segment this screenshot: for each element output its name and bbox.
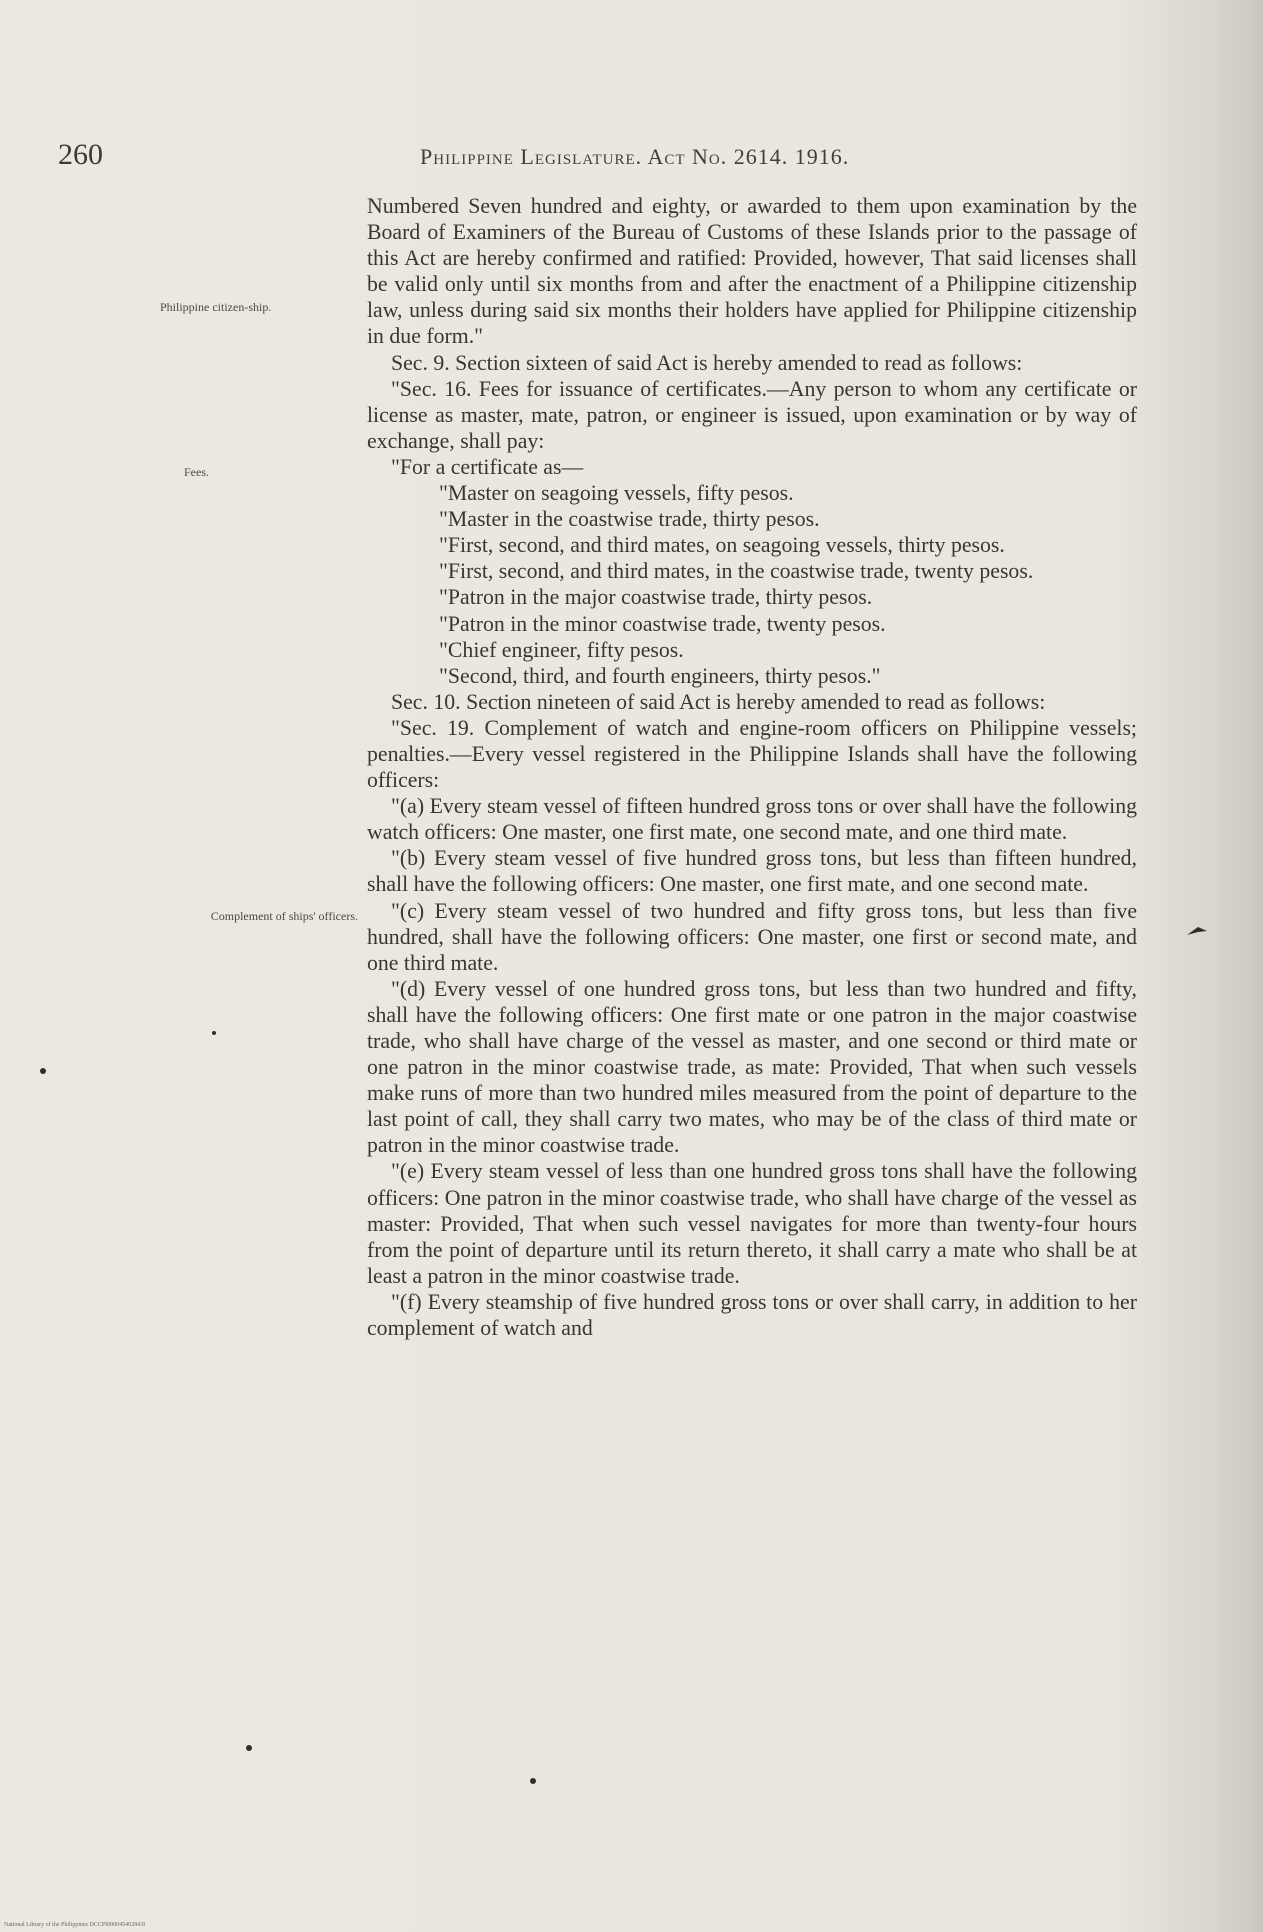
page-header <box>0 138 1263 178</box>
fee-item: "Second, third, and fourth engineers, thirty pesos." <box>439 663 881 688</box>
fee-item: "Patron in the major coastwise trade, thirty pesos. <box>439 585 873 610</box>
ink-speck <box>40 1068 46 1074</box>
paragraph: Sec. 10. Section nineteen of said Act is hereby amended to read as follows: <box>391 689 1046 714</box>
ink-mark <box>1186 925 1208 937</box>
paragraph: Numbered Seven hundred and eighty, or awarded to them upon examination by the Board of Examiners of the Bureau of Customs of these Islands prior to the passage of this Act are hereby confirmed and ratified: Provided, however, That said licenses shall be valid only until six months from and after the enactment of a Philippine citizenship law, unless during said six months their holders have applied for Philippine citizenship in due form." <box>367 194 1137 349</box>
fee-item: "Master on seagoing vessels, fifty pesos. <box>439 481 794 506</box>
paragraph: "For a certificate as— <box>391 454 584 479</box>
fee-item: "First, second, and third mates, on seagoing vessels, thirty pesos. <box>439 533 1005 558</box>
ink-speck <box>212 1031 216 1035</box>
page-number: 260 <box>58 138 103 171</box>
margin-note-complement: Complement of ships' officers. <box>210 909 358 923</box>
fee-item: "Master in the coastwise trade, thirty pesos. <box>439 507 820 532</box>
margin-note-fees: Fees. <box>184 465 209 479</box>
paragraph: "(a) Every steam vessel of fifteen hundred gross tons or over shall have the following watch officers: One master, one first mate, one second mate, and one third mate. <box>367 794 1137 845</box>
body-text <box>367 193 1137 1341</box>
paragraph: "(d) Every vessel of one hundred gross tons, but less than two hundred and fifty, shall have the following officers: One first mate or one patron in the major coastwise trade, who shall have charge of the vessel as master, and one second or third mate or one patron in the minor coastwise trade, as mate: Provided, That when such vessels make runs of more than two hundred miles measured from the point of departure to the last point of call, they shall carry two mates, who may be of the class of third mate or patron in the minor coastwise trade. <box>367 976 1137 1158</box>
fee-item: "Chief engineer, fifty pesos. <box>439 637 684 662</box>
ink-speck <box>246 1745 252 1751</box>
ink-speck <box>530 1778 536 1784</box>
paragraph: Sec. 9. Section sixteen of said Act is hereby amended to read as follows: <box>391 350 1023 375</box>
margin-note-citizenship: Philippine citizen-ship. <box>160 300 272 314</box>
paragraph: "Sec. 16. Fees for issuance of certificates.—Any person to whom any certificate or license as master, mate, patron, or engineer is issued, upon examination or by way of exchange, shall pay: <box>367 376 1137 453</box>
paragraph: "(b) Every steam vessel of five hundred gross tons, but less than fifteen hundred, shall have the following officers: One master, one first mate, and one second mate. <box>367 846 1137 897</box>
paragraph: "(c) Every steam vessel of two hundred and fifty gross tons, but less than five hundred, shall have the following officers: One master, one first or second mate, and one third mate. <box>367 898 1137 975</box>
paragraph: "Sec. 19. Complement of watch and engine-room officers on Philippine vessels; penalties.—Every vessel registered in the Philippine Islands shall have the following officers: <box>367 715 1137 793</box>
paragraph: "(f) Every steamship of five hundred gross tons or over shall carry, in addition to her complement of watch and <box>367 1289 1137 1341</box>
running-head: Philippine Legislature. Act No. 2614. 1916. <box>420 144 850 169</box>
fee-item: "First, second, and third mates, in the coastwise trade, twenty pesos. <box>439 559 1034 584</box>
paragraph: "(e) Every steam vessel of less than one hundred gross tons shall have the following officers: One patron in the minor coastwise trade, who shall have charge of the vessel as master: Provided, That when such vessel navigates for more than twenty-four hours from the point of departure until its return thereto, it shall carry a mate who shall be at least a patron in the minor coastwise trade. <box>367 1159 1137 1288</box>
fee-item: "Patron in the minor coastwise trade, twenty pesos. <box>439 611 886 636</box>
scan-footer: National Library of the Philippines DCCPI000045402843I <box>4 1922 146 1928</box>
